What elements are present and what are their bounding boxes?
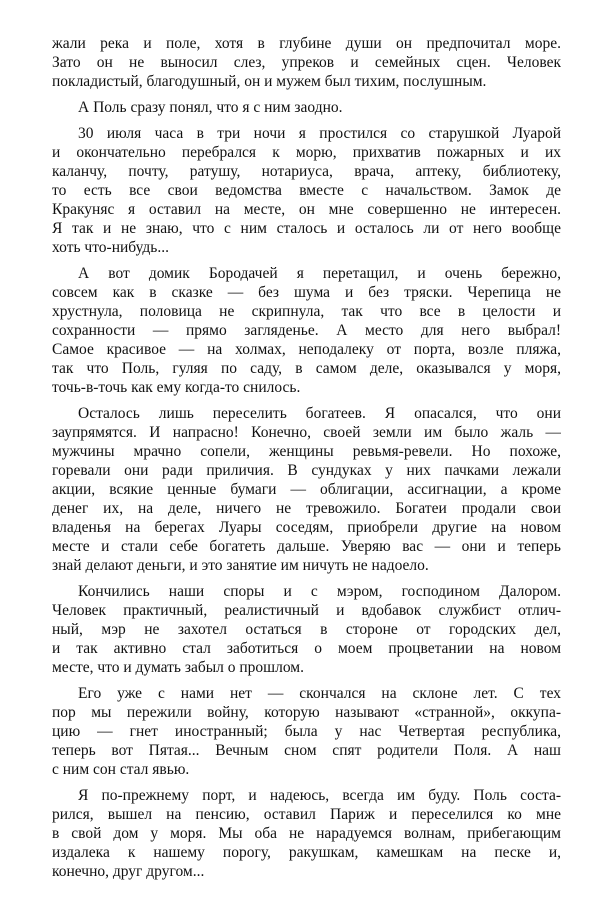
book-page bbox=[52, 34, 561, 888]
paragraph-1 bbox=[52, 34, 561, 91]
text-line: акции, всякие ценные бумаги — облигации, ассигнации, а кроме bbox=[52, 481, 561, 498]
text-line: и окончательно перебрался к морю, прихватив пожарных и их bbox=[52, 144, 561, 161]
paragraph-8 bbox=[52, 786, 561, 881]
paragraph-5 bbox=[52, 404, 561, 575]
text-line: 30 июля часа в три ночи я простился со старушкой Луарой bbox=[78, 125, 561, 142]
text-line: Человек практичный, реалистичный и вдобавок службист отлич- bbox=[52, 602, 561, 619]
text-line: каланчу, почту, ратушу, нотариуса, врача, аптеку, библиотеку, bbox=[52, 163, 561, 180]
text-line: Кончились наши споры и с мэром, господином Далором. bbox=[78, 583, 561, 600]
paragraph-4 bbox=[52, 264, 561, 397]
text-line: пор мы пережили войну, которую называют «странной», оккупа- bbox=[52, 704, 561, 721]
text-line: издалека к нашему порогу, ракушкам, камешкам на песке и, bbox=[52, 844, 561, 861]
text-line: Самое красивое — на холмах, неподалеку от порта, возле пляжа, bbox=[52, 341, 561, 358]
text-line: месте и стали себе богатеть дальше. Уверяю вас — они и теперь bbox=[52, 538, 561, 555]
text-line: А Поль сразу понял, что я с ним заодно. bbox=[78, 99, 343, 116]
text-line: сохранности — прямо загляденье. А место для него выбрал! bbox=[52, 322, 561, 339]
text-line: Я по-прежнему порт, и надеюсь, всегда им буду. Поль соста- bbox=[78, 787, 561, 804]
text-line: А вот домик Бородачей я перетащил, и очень бережно, bbox=[78, 265, 561, 282]
text-line: Кракуняс я оставил на месте, он мне совершенно не интересен. bbox=[52, 201, 561, 218]
text-line: то есть все свои ведомства вместе с начальством. Замок де bbox=[52, 182, 561, 199]
text-line: и так активно стал заботиться о моем процветании на новом bbox=[52, 640, 561, 657]
paragraph-7 bbox=[52, 684, 561, 779]
text-line: ный, мэр не захотел остаться в стороне от городских дел, bbox=[52, 621, 561, 638]
text-line: хрустнула, половица не скрипнула, так что все в целости и bbox=[52, 303, 561, 320]
text-line: мужчины мрачно сопели, женщины ревьмя-ревели. Но похоже, bbox=[52, 443, 561, 460]
paragraph-6 bbox=[52, 582, 561, 677]
text-line: владенья на берегах Луары соседям, приобрели другие на новом bbox=[52, 519, 561, 536]
text-line: Его уже с нами нет — скончался на склоне лет. С тех bbox=[78, 685, 561, 702]
text-line: заупрямятся. И напрасно! Конечно, своей земли им было жаль — bbox=[52, 424, 561, 441]
text-line: хоть что-нибудь... bbox=[52, 239, 169, 256]
text-line: Я так и не знаю, что с ним сталось и осталось ли от него вообще bbox=[52, 220, 561, 237]
text-line: так что Поль, гуляя по саду, в самом деле, оказывался у моря, bbox=[52, 360, 561, 377]
paragraph-3 bbox=[52, 124, 561, 257]
text-line: теперь вот Пятая... Вечным сном спят родители Поля. А наш bbox=[52, 742, 561, 759]
text-line: в свой дом у моря. Мы оба не нарадуемся волнам, прибегающим bbox=[52, 825, 561, 842]
paragraph-2 bbox=[52, 98, 561, 117]
text-line: жали река и поле, хотя в глубине души он предпочитал море. bbox=[52, 35, 561, 52]
text-line: Зато он не выносил слез, упреков и семейных сцен. Человек bbox=[52, 54, 561, 71]
text-line: конечно, друг другом... bbox=[52, 863, 205, 880]
text-line: точь-в-точь как ему когда-то снилось. bbox=[52, 379, 301, 396]
text-line: месте, что и думать забыл о прошлом. bbox=[52, 659, 304, 676]
text-line: знай делают деньги, и это занятие им ничуть не надоело. bbox=[52, 557, 429, 574]
text-line: цию — гнет иностранный; была у нас Четвертая республика, bbox=[52, 723, 561, 740]
text-line: совсем как в сказке — без шума и без тряски. Черепица не bbox=[52, 284, 561, 301]
text-line: горевали они ради приличия. В сундуках у них пачками лежали bbox=[52, 462, 561, 479]
text-line: рился, вышел на пенсию, оставил Париж и переселился ко мне bbox=[52, 806, 561, 823]
text-line: с ним сон стал явью. bbox=[52, 761, 190, 778]
text-line: денег их, на деле, ничего не тревожило. Богатеи продали свои bbox=[52, 500, 561, 517]
text-line: Осталось лишь переселить богатеев. Я опасался, что они bbox=[78, 405, 561, 422]
text-line: покладистый, благодушный, он и мужем был тихим, послушным. bbox=[52, 73, 487, 90]
